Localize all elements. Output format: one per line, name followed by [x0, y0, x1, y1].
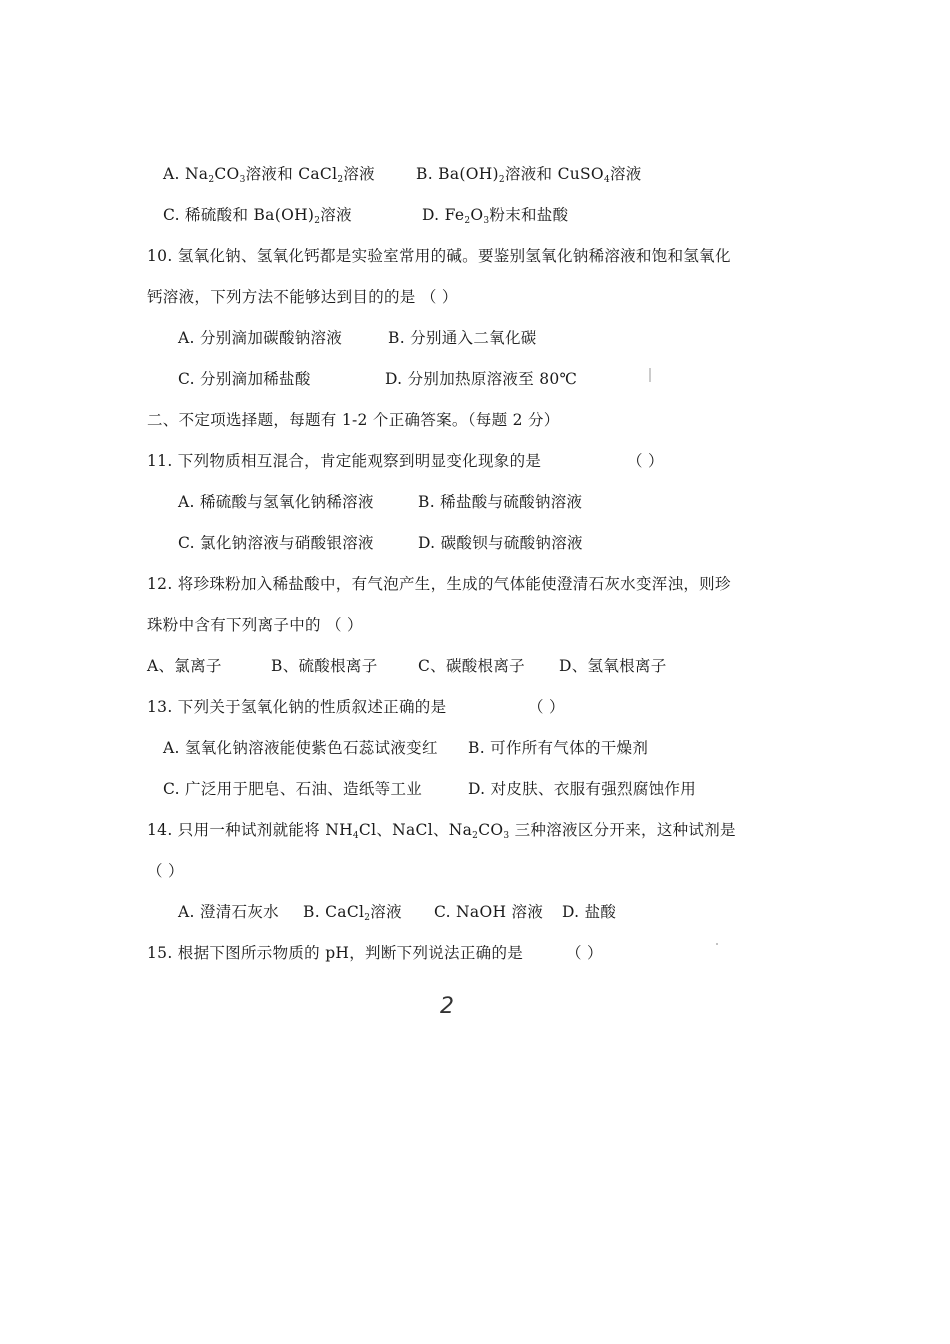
- q11-answer-paren: （ ）: [627, 452, 664, 470]
- q12-option-d: D、氢氧根离子: [559, 657, 667, 675]
- q11-option-a: A. 稀硫酸与氢氧化钠稀溶液: [178, 493, 374, 511]
- section-2-heading: 二、不定项选择题，每题有 1-2 个正确答案。（每题 2 分）: [147, 411, 560, 429]
- q13-answer-paren: （ ）: [528, 698, 565, 716]
- q10-stem-line2: 钙溶液，下列方法不能够达到目的的是 （ ）: [147, 288, 458, 306]
- q10-stem-line1: 10. 氢氧化钠、氢氧化钙都是实验室常用的碱。要鉴别氢氧化钠稀溶液和饱和氢氧化: [147, 247, 731, 265]
- q13-option-a: A. 氢氧化钠溶液能使紫色石蕊试液变红: [163, 739, 438, 757]
- q11-option-b: B. 稀盐酸与硫酸钠溶液: [418, 493, 583, 511]
- q9-options-row1: [163, 164, 375, 184]
- q14-answer-paren: （ ）: [147, 862, 184, 880]
- q9-option-d: D. $Fe_2O_3$粉末和盐酸: [422, 206, 569, 226]
- q12-option-c: C、碳酸根离子: [418, 657, 525, 675]
- page-number: 2: [440, 994, 454, 1019]
- q14-option-c: C. NaOH 溶液: [434, 903, 544, 921]
- q10-option-b: B. 分别通入二氧化碳: [388, 329, 537, 347]
- q15-answer-paren: （ ）: [566, 944, 603, 962]
- q14-option-a: A. 澄清石灰水: [178, 903, 279, 921]
- q12-option-b: B、硫酸根离子: [271, 657, 378, 675]
- q11-stem: 11. 下列物质相互混合，肯定能观察到明显变化现象的是: [147, 452, 542, 470]
- q12-stem-line2: 珠粉中含有下列离子中的 （ ）: [147, 616, 363, 634]
- q13-stem: 13. 下列关于氢氧化钠的性质叙述正确的是: [147, 698, 447, 716]
- q11-option-d: D. 碳酸钡与硫酸钠溶液: [418, 534, 583, 552]
- q12-stem-line1: 12. 将珍珠粉加入稀盐酸中，有气泡产生，生成的气体能使澄清石灰水变浑浊，则珍: [147, 575, 731, 593]
- q10-option-d: D. 分别加热原溶液至 80℃: [385, 370, 578, 388]
- q13-option-d: D. 对皮肤、衣服有强烈腐蚀作用: [468, 780, 697, 798]
- q9-option-a: A. $Na_2CO_3$溶液和 CaCl$_2$溶液: [163, 165, 375, 185]
- q12-option-a: A、氯离子: [147, 657, 222, 675]
- q9-option-c: C. 稀硫酸和 $Ba(OH)_2$溶液: [163, 206, 352, 226]
- q14-option-b: B. CaCl$_2$溶液: [303, 903, 402, 923]
- q15-stem: 15. 根据下图所示物质的 pH，判断下列说法正确的是: [147, 944, 524, 962]
- q9-option-b: B. $Ba(OH)_2$溶液和 CuSO$_4$溶液: [416, 165, 642, 185]
- q10-option-c: C. 分别滴加稀盐酸: [178, 370, 311, 388]
- scan-speck: [649, 368, 651, 382]
- q13-option-c: C. 广泛用于肥皂、石油、造纸等工业: [163, 780, 423, 798]
- q14-option-d: D. 盐酸: [562, 903, 617, 921]
- q13-option-b: B. 可作所有气体的干燥剂: [468, 739, 649, 757]
- q10-option-a: A. 分别滴加碳酸钠溶液: [178, 329, 343, 347]
- scan-speck: [716, 943, 718, 945]
- q14-stem-line1: 14. 只用一种试剂就能将 $NH_4Cl$、NaCl、$Na_2CO_3$ 三种溶液区分开来，这种试剂是: [147, 821, 736, 841]
- q11-option-c: C. 氯化钠溶液与硝酸银溶液: [178, 534, 374, 552]
